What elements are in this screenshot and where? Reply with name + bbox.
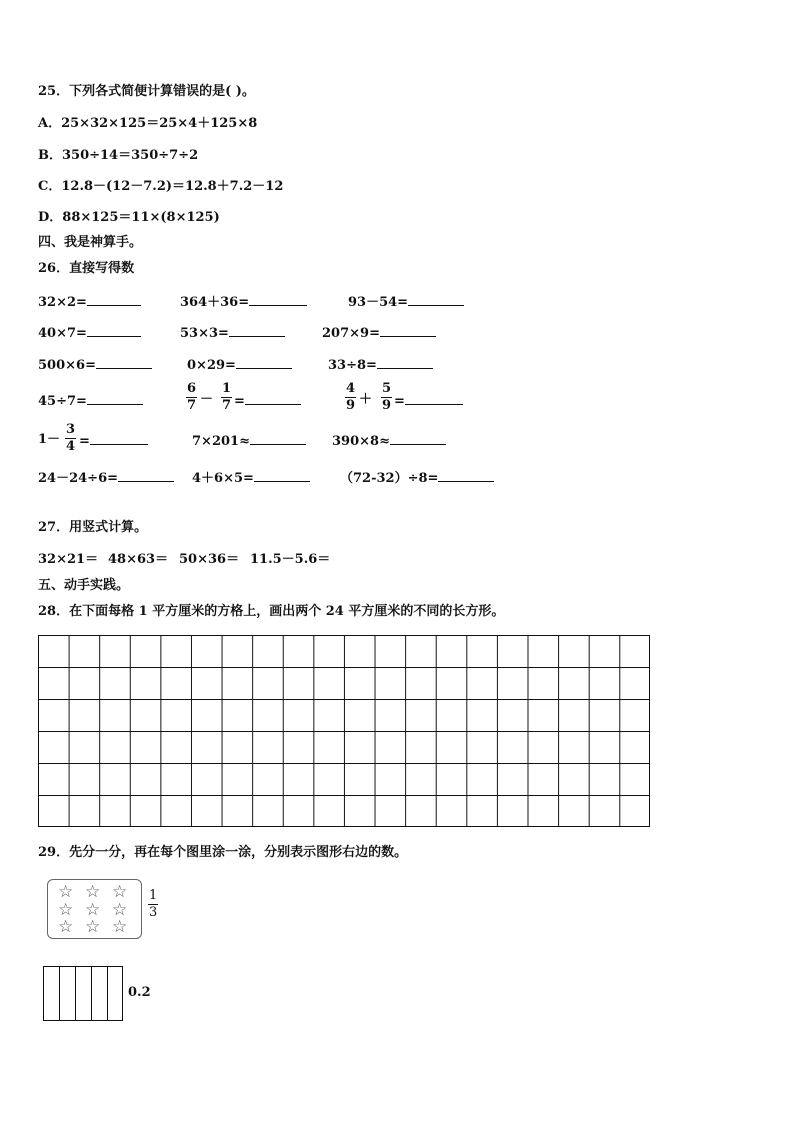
strip-figure[interactable]: [43, 966, 123, 1021]
q29-title: 29．先分一分，再在每个图里涂一涂，分别表示图形右边的数。: [38, 845, 408, 860]
fraction: 3 4: [66, 422, 76, 454]
calc-item: 390×8≈: [332, 432, 446, 450]
star-icon: ☆: [85, 917, 101, 937]
fraction: 4 9: [346, 381, 356, 413]
calc-item: 364＋36=: [180, 293, 307, 311]
star-icon: ☆: [58, 900, 74, 920]
calc-item: =: [79, 432, 148, 450]
q25-title: 25．下列各式简便计算错误的是( )。: [38, 84, 255, 99]
calc-item: =: [394, 392, 463, 410]
answer-blank[interactable]: [405, 392, 463, 405]
answer-blank[interactable]: [408, 293, 464, 306]
answer-blank[interactable]: [377, 356, 433, 369]
fraction: 6 7: [187, 381, 197, 413]
answer-blank[interactable]: [236, 356, 292, 369]
section-5-heading: 五、动手实践。: [38, 578, 130, 593]
star-icon: ☆: [112, 882, 128, 902]
calc-item: =: [234, 392, 301, 410]
q25-option-b: B．350÷14＝350÷7÷2: [38, 148, 199, 163]
answer-blank[interactable]: [380, 324, 436, 337]
answer-blank[interactable]: [118, 469, 174, 482]
operator: －: [200, 392, 214, 407]
calc-item: 7×201≈: [192, 432, 306, 450]
answer-blank[interactable]: [254, 469, 310, 482]
star-icon: ☆: [85, 900, 101, 920]
answer-blank[interactable]: [96, 356, 152, 369]
q27-item: 50×36＝: [179, 552, 240, 567]
q27-item: 11.5－5.6＝: [250, 552, 331, 567]
calc-item: 24－24÷6=: [38, 469, 174, 487]
calc-item: 0×29=: [187, 356, 292, 374]
operator: ＋: [359, 392, 373, 407]
star-icon: ☆: [58, 917, 74, 937]
q28-title: 28．在下面每格 1 平方厘米的方格上，画出两个 24 平方厘米的不同的长方形。: [38, 604, 505, 619]
answer-blank[interactable]: [245, 392, 301, 405]
calc-item: 33÷8=: [328, 356, 433, 374]
q25-option-c: C．12.8－(12－7.2)＝12.8＋7.2－12: [38, 179, 284, 194]
calc-item: 40×7=: [38, 324, 141, 342]
answer-blank[interactable]: [87, 324, 141, 337]
answer-blank[interactable]: [249, 293, 307, 306]
star-icon: ☆: [112, 917, 128, 937]
square-grid[interactable]: [38, 635, 650, 827]
fraction: 1 7: [222, 381, 232, 413]
star-icon: ☆: [112, 900, 128, 920]
calc-item: 32×2=: [38, 293, 141, 311]
q27-item: 32×21＝: [38, 552, 99, 567]
q27-title: 27．用竖式计算。: [38, 520, 148, 535]
calc-item: 53×3=: [180, 324, 285, 342]
calc-item: 207×9=: [322, 324, 436, 342]
answer-blank[interactable]: [438, 469, 494, 482]
answer-blank[interactable]: [87, 293, 141, 306]
q25-option-d: D．88×125＝11×(8×125): [38, 210, 220, 225]
calc-item: 45÷7=: [38, 392, 143, 410]
answer-blank[interactable]: [87, 392, 143, 405]
q25-option-a: A．25×32×125＝25×4＋125×8: [38, 116, 258, 131]
calc-item: （72-32）÷8=: [340, 469, 494, 487]
operator: 1－: [38, 432, 61, 447]
answer-blank[interactable]: [250, 432, 306, 445]
q26-title: 26．直接写得数: [38, 261, 135, 276]
answer-blank[interactable]: [390, 432, 446, 445]
star-icon: ☆: [85, 882, 101, 902]
calc-item: 4＋6×5=: [192, 469, 310, 487]
q27-item: 48×63＝: [108, 552, 169, 567]
answer-blank[interactable]: [229, 324, 285, 337]
star-icon: ☆: [58, 882, 74, 902]
calc-item: 93－54=: [348, 293, 464, 311]
star-figure[interactable]: [47, 879, 142, 939]
decimal-label: 0.2: [128, 985, 151, 1000]
section-4-heading: 四、我是神算手。: [38, 235, 143, 250]
calc-item: 500×6=: [38, 356, 152, 374]
fraction: 5 9: [382, 381, 392, 413]
answer-blank[interactable]: [90, 432, 148, 445]
fraction-one-third: 1 3: [149, 888, 158, 920]
